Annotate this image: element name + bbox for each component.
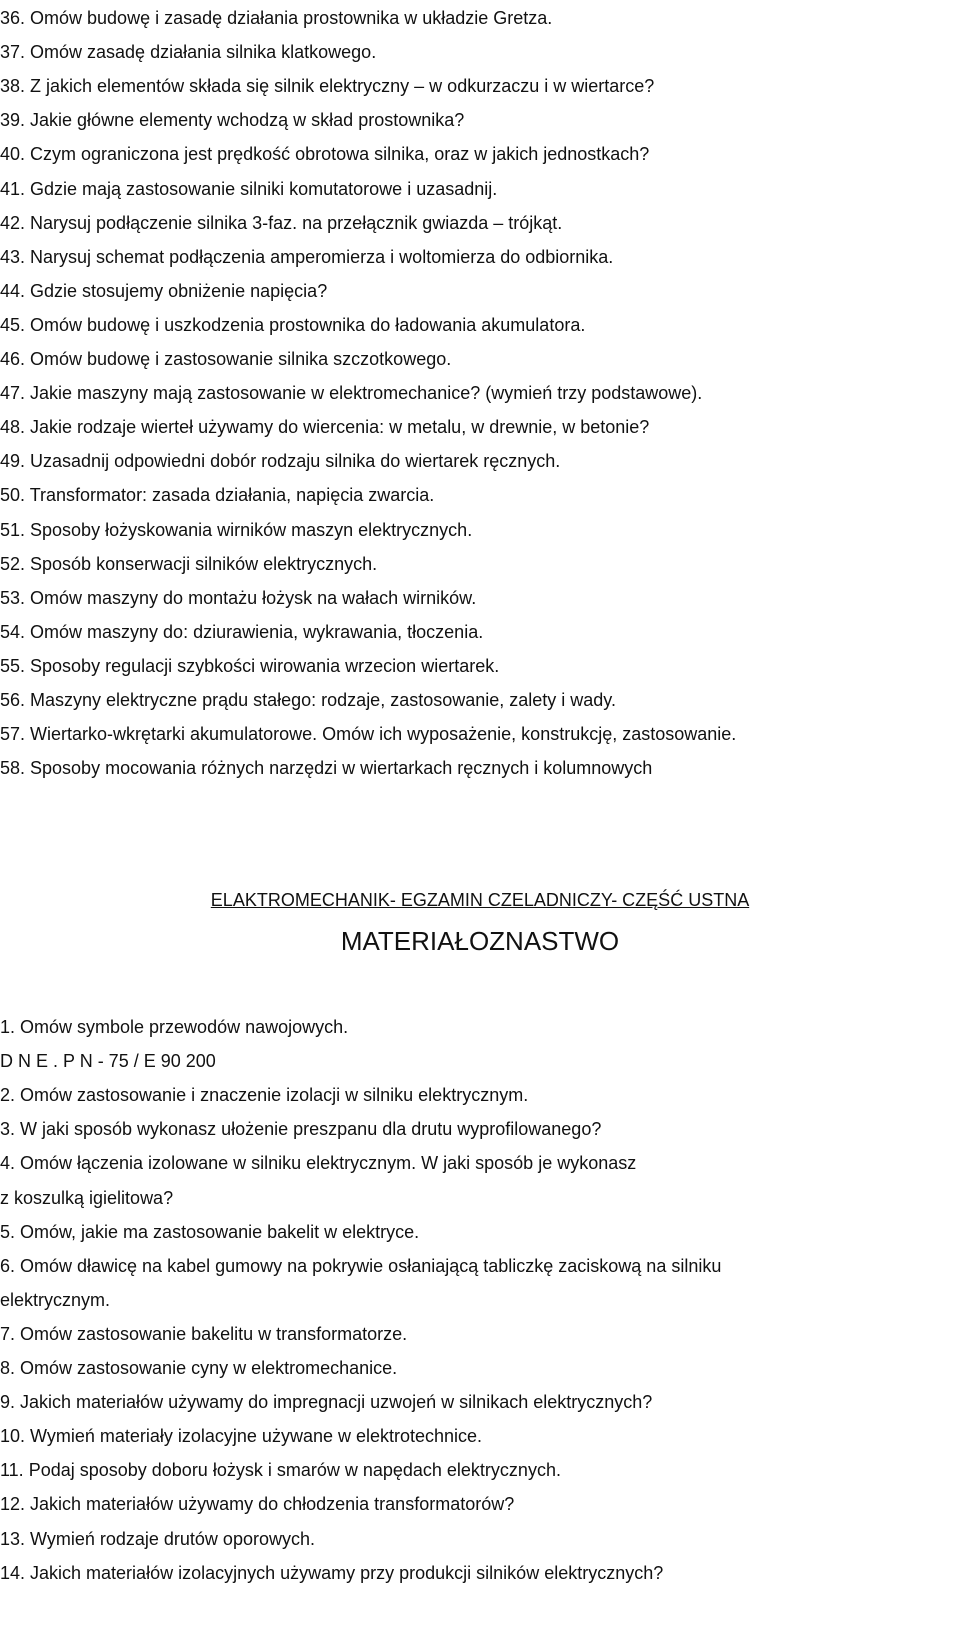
list-item: 51. Sposoby łożyskowania wirników maszyn elektrycznych. bbox=[0, 519, 473, 540]
list-item: 6. Omów dławicę na kabel gumowy na pokrywie osłaniającą tabliczkę zaciskową na silniku bbox=[0, 1255, 722, 1276]
list-item: 52. Sposób konserwacji silników elektrycznych. bbox=[0, 553, 378, 574]
list-item: 8. Omów zastosowanie cyny w elektromechanice. bbox=[0, 1358, 398, 1378]
list-item: D N E . P N - 75 / E 90 200 bbox=[0, 1051, 216, 1072]
list-item: 10. Wymień materiały izolacyjne używane w elektrotechnice. bbox=[0, 1426, 483, 1447]
list-item: 42. Narysuj podłączenie silnika 3-faz. na przełącznik gwiazda – trójkąt. bbox=[0, 212, 563, 233]
list-item: 3. W jaki sposób wykonasz ułożenie preszpanu dla drutu wyprofilowanego? bbox=[0, 1119, 602, 1140]
list-item: 45. Omów budowę i uszkodzenia prostownika do ładowania akumulatora. bbox=[0, 314, 586, 335]
list-item: 40. Czym ograniczona jest prędkość obrotowa silnika, oraz w jakich jednostkach? bbox=[0, 144, 650, 165]
list-item: 49. Uzasadnij odpowiedni dobór rodzaju silnika do wiertarek ręcznych. bbox=[0, 451, 561, 472]
list-item: 41. Gdzie mają zastosowanie silniki komutatorowe i uzasadnij. bbox=[0, 178, 498, 199]
list-item: z koszulką igielitowa? bbox=[0, 1187, 174, 1208]
list-item: 4. Omów łączenia izolowane w silniku elektrycznym. W jaki sposób je wykonasz bbox=[0, 1153, 637, 1174]
list-item: 37. Omów zasadę działania silnika klatkowego. bbox=[0, 42, 377, 63]
list-item: 1. Omów symbole przewodów nawojowych. bbox=[0, 1017, 349, 1037]
list-item: 44. Gdzie stosujemy obniżenie napięcia? bbox=[0, 280, 328, 301]
list-item: 54. Omów maszyny do: dziurawienia, wykrawania, tłoczenia. bbox=[0, 621, 484, 642]
list-item: 48. Jakie rodzaje wierteł używamy do wiercenia: w metalu, w drewnie, w betonie? bbox=[0, 417, 650, 438]
list-item: 39. Jakie główne elementy wchodzą w skład prostownika? bbox=[0, 110, 465, 131]
list-item: 58. Sposoby mocowania różnych narzędzi w wiertarkach ręcznych i kolumnowych bbox=[0, 758, 653, 779]
list-item: elektrycznym. bbox=[0, 1289, 111, 1310]
list-item: 50. Transformator: zasada działania, napięcia zwarcia. bbox=[0, 485, 435, 506]
list-item: 11. Podaj sposoby doboru łożysk i smarów w napędach elektrycznych. bbox=[0, 1460, 561, 1481]
list-item: 14. Jakich materiałów izolacyjnych używamy przy produkcji silników elektrycznych? bbox=[0, 1562, 664, 1583]
list-item: 43. Narysuj schemat podłączenia amperomierza i woltomierza do odbiornika. bbox=[0, 246, 614, 267]
section-title: ELAKTROMECHANIK- EGZAMIN CZELADNICZY- CZĘŚĆ USTNA bbox=[210, 890, 750, 910]
list-item: 38. Z jakich elementów składa się silnik elektryczny – w odkurzaczu i w wiertarce? bbox=[0, 76, 655, 97]
list-item: 55. Sposoby regulacji szybkości wirowania wrzecion wiertarek. bbox=[0, 655, 500, 676]
list-item: 53. Omów maszyny do montażu łożysk na wałach wirników. bbox=[0, 587, 477, 608]
list-item: 9. Jakich materiałów używamy do impregnacji uzwojeń w silnikach elektrycznych? bbox=[0, 1392, 653, 1413]
list-item: 12. Jakich materiałów używamy do chłodzenia transformatorów? bbox=[0, 1494, 515, 1515]
list-item: 7. Omów zastosowanie bakelitu w transformatorze. bbox=[0, 1323, 408, 1344]
list-item: 13. Wymień rodzaje drutów oporowych. bbox=[0, 1528, 315, 1549]
list-item: 2. Omów zastosowanie i znaczenie izolacji w silniku elektrycznym. bbox=[0, 1085, 529, 1106]
list-item: 36. Omów budowę i zasadę działania prostownika w układzie Gretza. bbox=[0, 8, 553, 28]
list-item: 56. Maszyny elektryczne prądu stałego: rodzaje, zastosowanie, zalety i wady. bbox=[0, 690, 616, 710]
list-item: 47. Jakie maszyny mają zastosowanie w elektromechanice? (wymień trzy podstawowe). bbox=[0, 383, 703, 404]
list-item: 57. Wiertarko-wkrętarki akumulatorowe. Omów ich wyposażenie, konstrukcję, zastosowanie. bbox=[0, 724, 737, 745]
list-item: 5. Omów, jakie ma zastosowanie bakelit w elektryce. bbox=[0, 1221, 420, 1242]
section-subtitle: MATERIAŁOZNASTWO bbox=[340, 926, 620, 956]
list-item: 46. Omów budowę i zastosowanie silnika szczotkowego. bbox=[0, 349, 452, 369]
